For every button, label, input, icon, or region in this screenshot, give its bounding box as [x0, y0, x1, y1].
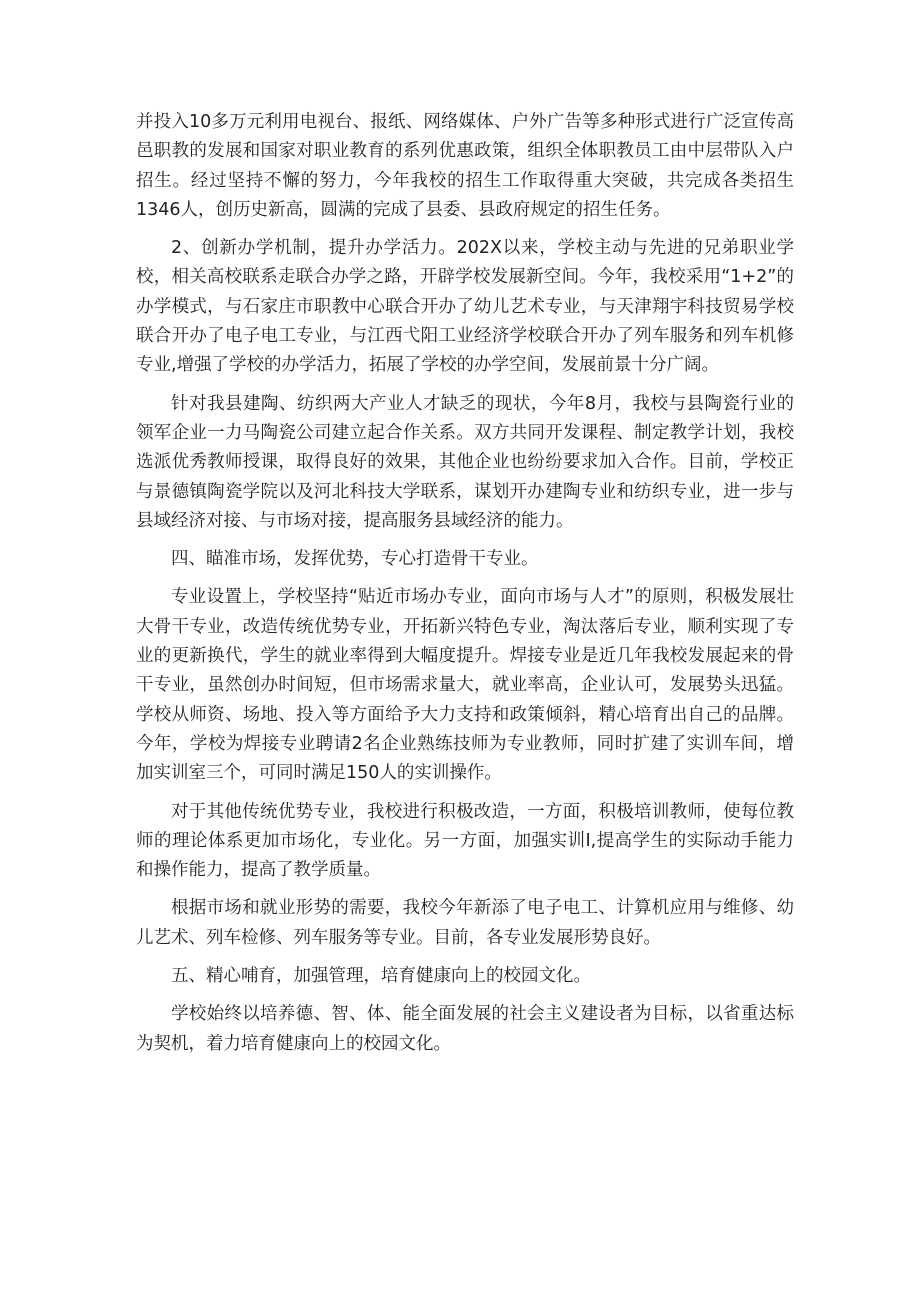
paragraph-traditional-majors: 对于其他传统优势专业，我校进行积极改造，一方面，积极培训教师，使每位教师的理论体系更加市场化，专业化。另一方面，加强实训I,提高学生的实际动手能力和操作能力，提高了教学质量。 [136, 801, 794, 881]
paragraph-new-majors: 根据市场和就业形势的需要，我校今年新添了电子电工、计算机应用与维修、幼儿艺术、列车检修、列车服务等专业。目前，各专业发展形势良好。 [136, 898, 794, 948]
paragraph-major-setting: 专业设置上，学校坚持“贴近市场办专业，面向市场与人才”的原则，积极发展壮大骨干专业，改造传统优势专业，开拓新兴特色专业，淘汰落后专业，顺利实现了专业的更新换代，学生的就业率得到大幅度提升。焊接专业是近几年我校发展起来的骨干专业，虽然创办时间短，但市场需求量大，就业率高，企业认可，发展势头迅猛。学校从师资、场地、投入等方面给予大力支持和政策倾斜，精心培育出自己的品牌。今年，学校为焊接专业聘请2名企业熟练技师为专业教师，同时扩建了实训车间，增加实训室三个，可同时满足150人的实训操作。 [136, 587, 794, 784]
section-heading-four: 四、瞄准市场，发挥优势，专心打造骨干专业。 [171, 549, 539, 570]
paragraph-enrollment-continued: 并投入10多万元利用电视台、报纸、网络媒体、户外广告等多种形式进行广泛宣传高邑职教的发展和国家对职业教育的系列优惠政策，组织全体职教员工由中层带队入户招生。经过坚持不懈的努力，今年我校的招生工作取得重大突破，共完成各类招生1346人，创历史新高，圆满的完成了县委、县政府规定的招生任务。 [136, 112, 794, 220]
paragraph-industry-cooperation: 针对我县建陶、纺织两大产业人才缺乏的现状，今年8月，我校与县陶瓷行业的领军企业一力马陶瓷公司建立起合作关系。双方共同开发课程、制定教学计划，我校选派优秀教师授课，取得良好的效果，其他企业也纷纷要求加入合作。目前，学校正与景德镇陶瓷学院以及河北科技大学联系，谋划开办建陶专业和纺织专业，进一步与县域经济对接、与市场对接，提高服务县域经济的能力。 [136, 393, 794, 531]
paragraph-campus-culture: 学校始终以培养德、智、体、能全面发展的社会主义建设者为目标，以省重达标为契机，着力培育健康向上的校园文化。 [136, 1004, 794, 1054]
section-heading-five: 五、精心哺育，加强管理，培育健康向上的校园文化。 [171, 966, 591, 987]
paragraph-innovation-mechanism: 2、创新办学机制，提升办学活力。202X以来，学校主动与先进的兄弟职业学校，相关高校联系走联合办学之路，开辟学校发展新空间。今年，我校采用“1+2”的办学模式，与石家庄市职教中心联合开办了幼儿艺术专业，与天津翔宇科技贸易学校联合开办了电子电工专业，与江西弋阳工业经济学校联合开办了列车服务和列车机修专业,增强了学校的办学活力，拓展了学校的办学空间，发展前景十分广阔。 [136, 238, 794, 376]
document-body [136, 108, 794, 1068]
